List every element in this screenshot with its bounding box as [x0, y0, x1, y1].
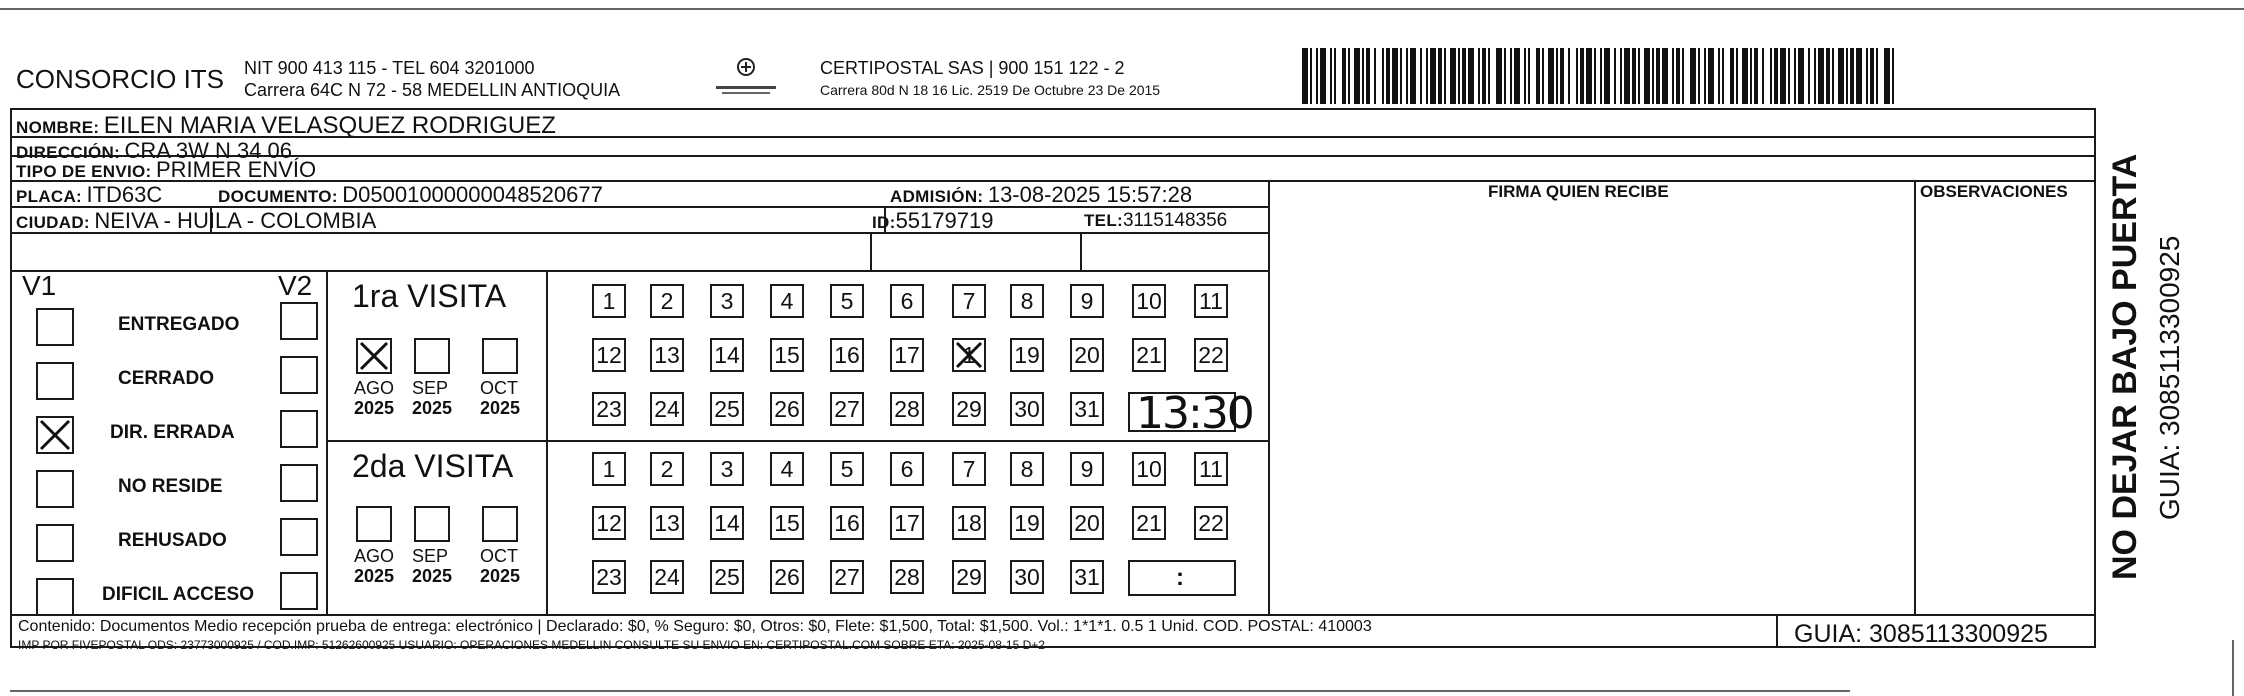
barcode-bar — [1870, 48, 1874, 104]
day-box[interactable]: 21 — [1132, 506, 1166, 540]
tipo-label: TIPO DE ENVIO: — [16, 162, 152, 181]
visit1-title: 1ra VISITA — [352, 278, 507, 314]
day-box[interactable]: 22 — [1194, 506, 1228, 540]
barcode-bar — [1838, 48, 1844, 104]
barcode-bar — [1580, 48, 1584, 104]
barcode-bar — [1718, 48, 1720, 104]
day-box[interactable]: 10 — [1132, 452, 1166, 486]
visit2-time-box[interactable] — [1128, 560, 1236, 596]
status-v1-checkbox[interactable] — [36, 416, 74, 454]
col-firma-left — [1268, 180, 1270, 614]
status-option-label: DIR. ERRADA — [110, 422, 235, 443]
month-year-label: 2025 — [480, 566, 521, 586]
day-box[interactable]: 15 — [770, 338, 804, 372]
barcode-bar — [1450, 48, 1456, 104]
barcode-bar — [1652, 48, 1654, 104]
barcode-bar — [1780, 48, 1786, 104]
x-mark-icon — [38, 418, 72, 452]
barcode-bar — [1704, 48, 1706, 104]
barcode-bar — [1430, 48, 1436, 104]
month-year-label: 2025 — [480, 398, 521, 418]
barcode-bar — [1788, 48, 1790, 104]
barcode-bar — [1316, 48, 1318, 104]
tel-label: TEL: — [1084, 211, 1123, 230]
month-checkbox[interactable] — [414, 506, 450, 542]
barcode-bar — [1846, 48, 1848, 104]
documento-row — [218, 182, 603, 208]
observaciones-header: OBSERVACIONES — [1920, 182, 2068, 201]
month-year-label: 2025 — [412, 398, 453, 418]
status-v1-checkbox[interactable] — [36, 362, 74, 400]
frame-left — [10, 108, 12, 648]
barcode-bar — [1496, 48, 1502, 104]
status-v2-checkbox[interactable] — [280, 302, 318, 340]
barcode-bar — [1698, 48, 1700, 104]
visit1-time-box[interactable] — [1128, 388, 1253, 439]
row-line-2 — [10, 155, 2096, 157]
barcode-bar — [1548, 48, 1554, 104]
barcode-bar — [1462, 48, 1466, 104]
barcode-bar — [1856, 48, 1862, 104]
day-box[interactable]: 31 — [1070, 560, 1104, 594]
visit2-title: 2da VISITA — [352, 448, 514, 484]
barcode-bar — [1410, 48, 1416, 104]
barcode-bar — [1406, 48, 1408, 104]
guia-sep — [1776, 614, 1778, 648]
barcode-bar — [1366, 48, 1370, 104]
barcode-bar — [1736, 48, 1738, 104]
bottom-scan-line — [10, 690, 1850, 692]
day-box[interactable]: 3 — [710, 452, 744, 486]
barcode-bar — [1808, 48, 1810, 104]
day-box[interactable]: 10 — [1132, 284, 1166, 318]
barcode-bar — [1762, 48, 1764, 104]
barcode-bar — [1386, 48, 1390, 104]
status-v2-checkbox[interactable] — [280, 464, 318, 502]
placa-value: ITD63C — [86, 182, 163, 207]
barcode-bar — [1382, 48, 1384, 104]
id-label: ID: — [872, 213, 896, 232]
barcode-bar — [1426, 48, 1428, 104]
barcode-bar — [1774, 48, 1778, 104]
status-option-label: CERRADO — [118, 368, 215, 389]
barcode-bar — [1624, 48, 1630, 104]
barcode-bar — [1320, 48, 1326, 104]
status-v2-checkbox[interactable] — [280, 572, 318, 610]
col-obs-left — [1914, 180, 1916, 614]
day-box[interactable]: 8 — [1010, 452, 1044, 486]
day-number: 1 — [962, 342, 976, 368]
barcode-bar — [1722, 48, 1724, 104]
v1-header: V1 — [22, 270, 57, 301]
day-box[interactable]: 29 — [952, 560, 986, 594]
month-year-label: 2025 — [412, 566, 453, 586]
status-v1-checkbox[interactable] — [36, 308, 74, 346]
day-box[interactable]: 7 — [952, 452, 986, 486]
status-v1-checkbox[interactable] — [36, 524, 74, 562]
admision-value: 13-08-2025 15:57:28 — [987, 182, 1193, 207]
placa-row — [16, 182, 162, 208]
barcode-bar — [1798, 48, 1804, 104]
barcode-bar — [1576, 48, 1578, 104]
day-box[interactable]: 29 — [952, 392, 986, 426]
barcode-bar — [1488, 48, 1490, 104]
v2-header: V2 — [278, 270, 313, 301]
documento-value: D05001000000048520677 — [342, 182, 603, 207]
documento-label: DOCUMENTO: — [218, 187, 338, 206]
month-checkbox[interactable] — [482, 506, 518, 542]
tel-value: 3115148356 — [1122, 210, 1228, 231]
barcode-bar — [1850, 48, 1854, 104]
status-sep — [326, 270, 328, 614]
frame-top — [10, 108, 2096, 110]
direccion-value: CRA 3W N 34 06 — [124, 138, 293, 163]
status-option-label: NO RESIDE — [118, 476, 223, 497]
day-box[interactable]: 8 — [1010, 284, 1044, 318]
barcode-bar — [1730, 48, 1734, 104]
day-box[interactable]: 2 — [650, 452, 684, 486]
barcode-bar — [1556, 48, 1558, 104]
day-box[interactable]: 20 — [1070, 338, 1104, 372]
day-box[interactable]: 22 — [1194, 338, 1228, 372]
barcode-bar — [1478, 48, 1480, 104]
row-line-7 — [10, 614, 2096, 616]
barcode-bar — [1542, 48, 1544, 104]
status-v2-checkbox[interactable] — [280, 356, 318, 394]
day-box[interactable]: 24 — [650, 560, 684, 594]
barcode-bar — [1330, 48, 1332, 104]
status-option-label: DIFICIL ACCESO — [102, 584, 255, 605]
visit2-time-value: : — [1176, 564, 1184, 591]
barcode-bar — [1614, 48, 1616, 104]
side-guia: GUIA: 3085113300925 — [2154, 235, 2185, 520]
barcode-bar — [1438, 48, 1442, 104]
day-box[interactable]: 21 — [1132, 338, 1166, 372]
barcode-bar — [1458, 48, 1460, 104]
day-box[interactable]: 5 — [830, 284, 864, 318]
day-box[interactable]: 19 — [1010, 338, 1044, 372]
month-year-label: 2025 — [354, 566, 395, 586]
month-label: AGO — [354, 546, 395, 566]
ciudad-row — [16, 208, 376, 234]
day-box[interactable]: 27 — [830, 392, 864, 426]
placa-label: PLACA: — [16, 187, 83, 206]
barcode-bar — [1818, 48, 1824, 104]
status-v2-checkbox[interactable] — [280, 410, 318, 448]
month-checkbox[interactable] — [356, 338, 392, 374]
month-label: OCT — [480, 378, 518, 398]
day-box[interactable]: 27 — [830, 560, 864, 594]
month-year-label: 2025 — [354, 398, 395, 418]
barcode-bar — [1676, 48, 1680, 104]
barcode-bar — [1302, 48, 1308, 104]
day-box[interactable]: 11 — [1194, 452, 1228, 486]
day-box[interactable]: 14 — [710, 338, 744, 372]
day-box[interactable]: 16 — [830, 338, 864, 372]
barcode-bar — [1662, 48, 1668, 104]
barcode-bar — [1690, 48, 1696, 104]
tipo-row — [16, 157, 316, 183]
company-nit-tel: NIT 900 413 115 - TEL 604 3201000 — [244, 58, 535, 78]
day-box[interactable]: 2 — [650, 284, 684, 318]
nombre-label: NOMBRE: — [16, 118, 100, 137]
id-sep — [870, 232, 872, 270]
barcode-bar — [1604, 48, 1610, 104]
day-box[interactable]: 28 — [890, 560, 924, 594]
day-box[interactable]: 23 — [592, 392, 626, 426]
day-box[interactable]: 1 — [592, 452, 626, 486]
day-box[interactable]: 18 — [952, 506, 986, 540]
day-box[interactable]: 1 — [592, 284, 626, 318]
barcode-bar — [1420, 48, 1422, 104]
day-box[interactable]: 17 — [890, 506, 924, 540]
ciudad-value: NEIVA - HUILA - COLOMBIA — [94, 208, 377, 233]
month-label: SEP — [412, 546, 449, 566]
nombre-value: EILEN MARIA VELASQUEZ RODRIGUEZ — [103, 112, 556, 139]
barcode-bar — [1536, 48, 1540, 104]
firma-header: FIRMA QUIEN RECIBE — [1488, 182, 1669, 201]
barcode-bar — [1656, 48, 1660, 104]
month-checkbox[interactable] — [356, 506, 392, 542]
barcode-bar — [1742, 48, 1748, 104]
barcode-bar — [1600, 48, 1602, 104]
barcode-bar — [1814, 48, 1816, 104]
barcode-bar — [1348, 48, 1350, 104]
row-line-6 — [10, 270, 1268, 272]
day-box[interactable]: 3 — [710, 284, 744, 318]
barcode-bar — [1482, 48, 1486, 104]
day-box[interactable]: 17 — [890, 338, 924, 372]
day-box[interactable]: 16 — [830, 506, 864, 540]
barcode-bar — [1832, 48, 1834, 104]
day-box[interactable]: 11 — [1194, 284, 1228, 318]
barcode-bar — [1638, 48, 1640, 104]
x-mark-icon — [954, 340, 984, 370]
right-scan-mark — [2232, 640, 2234, 696]
x-mark-icon — [358, 340, 390, 372]
day-box[interactable]: 9 — [1070, 284, 1104, 318]
barcode-bar — [1374, 48, 1376, 104]
day-box[interactable]: 23 — [592, 560, 626, 594]
footer-imp: IMP POR FIVEPOSTAL ODS: 23773000925 / COD.IMP: 51262600925 USUARIO: OPERACIONES MEDELLIN CONSULTE SU ENVIO EN: CERTIPOSTAL.COM SOBRE ETA: 2025-08-15 D+2 — [18, 638, 1045, 652]
day-box[interactable]: 31 — [1070, 392, 1104, 426]
day-box[interactable]: 6 — [890, 284, 924, 318]
barcode-bar — [1354, 48, 1360, 104]
footer-guia: GUIA: 3085113300925 — [1794, 620, 2048, 648]
month-checkbox[interactable] — [482, 338, 518, 374]
barcode-bar — [1524, 48, 1526, 104]
tel-row — [1084, 210, 1227, 232]
day-box[interactable]: 25 — [710, 392, 744, 426]
barcode-bar — [1876, 48, 1878, 104]
day-box[interactable]: 12 — [592, 506, 626, 540]
footer-contenido: Contenido: Documentos Medio recepción prueba de entrega: electrónico | Declarado: $0, % Seguro: $0, Otros: $0, Flete: $1,500, Total: $1,500. Vol.: 1*1*1. 0.5 1 Unid. COD. POSTAL: 410003 — [18, 618, 1372, 635]
day-box[interactable]: 24 — [650, 392, 684, 426]
day-box[interactable]: 4 — [770, 284, 804, 318]
barcode-bar — [1510, 48, 1512, 104]
day-box[interactable]: 15 — [770, 506, 804, 540]
barcode-bar — [1672, 48, 1674, 104]
day-box[interactable]: 14 — [710, 506, 744, 540]
day-box[interactable]: 28 — [890, 392, 924, 426]
visit1-time-value: 13:30 — [1136, 388, 1253, 439]
barcode-bar — [1620, 48, 1622, 104]
barcode-bar — [1392, 48, 1398, 104]
day-box[interactable]: 25 — [710, 560, 744, 594]
barcode-bar — [1892, 48, 1894, 104]
barcode-bar — [1884, 48, 1890, 104]
barcode-bar — [1568, 48, 1570, 104]
barcode-bar — [1750, 48, 1752, 104]
company-name: CONSORCIO ITS — [16, 64, 225, 94]
barcode-bar — [1400, 48, 1402, 104]
barcode-bar — [1528, 48, 1530, 104]
day-box[interactable]: 19 — [1010, 506, 1044, 540]
barcode-bar — [1586, 48, 1592, 104]
tipo-value: PRIMER ENVÍO — [155, 157, 317, 182]
direccion-label: DIRECCIÓN: — [16, 143, 121, 162]
status-v1-checkbox[interactable] — [36, 470, 74, 508]
barcode-bar — [1866, 48, 1868, 104]
month-label: OCT — [480, 546, 518, 566]
barcode-bar — [1754, 48, 1758, 104]
certipostal-name: CERTIPOSTAL SAS | 900 151 122 - 2 — [820, 58, 1125, 78]
day-box[interactable]: 6 — [890, 452, 924, 486]
status-option-label: ENTREGADO — [118, 314, 240, 335]
visit-sep — [326, 440, 1268, 442]
nombre-row — [16, 112, 556, 140]
barcode-bar — [1468, 48, 1474, 104]
ciudad-label: CIUDAD: — [16, 213, 90, 232]
status-option-label: REHUSADO — [118, 530, 227, 551]
status-v1-checkbox[interactable] — [36, 578, 74, 616]
tel-sep — [1080, 232, 1082, 270]
barcode-bar — [1310, 48, 1312, 104]
barcode — [1302, 48, 1896, 104]
day-box[interactable]: 12 — [592, 338, 626, 372]
day-box[interactable]: 30 — [1010, 560, 1044, 594]
certipostal-logo — [708, 56, 784, 100]
day-box[interactable]: 20 — [1070, 506, 1104, 540]
month-checkbox[interactable] — [414, 338, 450, 374]
barcode-bar — [1594, 48, 1596, 104]
day-box[interactable]: 13 — [650, 506, 684, 540]
barcode-bar — [1644, 48, 1650, 104]
day-box[interactable]: 26 — [770, 560, 804, 594]
top-scan-line — [0, 8, 2244, 10]
barcode-bar — [1334, 48, 1336, 104]
barcode-bar — [1826, 48, 1830, 104]
day-box[interactable]: 5 — [830, 452, 864, 486]
company-address: Carrera 64C N 72 - 58 MEDELLIN ANTIOQUIA — [244, 80, 621, 100]
day-box[interactable]: 4 — [770, 452, 804, 486]
barcode-bar — [1770, 48, 1772, 104]
month-label: AGO — [354, 378, 395, 398]
barcode-bar — [1708, 48, 1714, 104]
month-label: SEP — [412, 378, 449, 398]
certipostal-address: Carrera 80d N 18 16 Lic. 2519 De Octubre 23 De 2015 — [820, 82, 1161, 98]
barcode-bar — [1514, 48, 1520, 104]
day-box[interactable]: 9 — [1070, 452, 1104, 486]
day-box[interactable]: 26 — [770, 392, 804, 426]
admision-row — [890, 182, 1192, 208]
status-v2-checkbox[interactable] — [280, 518, 318, 556]
barcode-bar — [1794, 48, 1796, 104]
barcode-bar — [1682, 48, 1684, 104]
barcode-bar — [1342, 48, 1346, 104]
day-box[interactable]: 7 — [952, 284, 986, 318]
admision-label: ADMISIÓN: — [890, 187, 984, 206]
barcode-bar — [1632, 48, 1636, 104]
id-value: 55179719 — [895, 208, 994, 233]
side-warning: NO DEJAR BAJO PUERTA — [2106, 153, 2144, 580]
barcode-bar — [1504, 48, 1506, 104]
day-box[interactable] — [952, 338, 986, 372]
barcode-bar — [1444, 48, 1446, 104]
frame-right — [2094, 108, 2096, 648]
id-row — [872, 208, 993, 234]
barcode-bar — [1560, 48, 1564, 104]
day-box[interactable]: 13 — [650, 338, 684, 372]
day-box[interactable]: 30 — [1010, 392, 1044, 426]
barcode-bar — [1362, 48, 1364, 104]
month-sep — [546, 270, 548, 614]
